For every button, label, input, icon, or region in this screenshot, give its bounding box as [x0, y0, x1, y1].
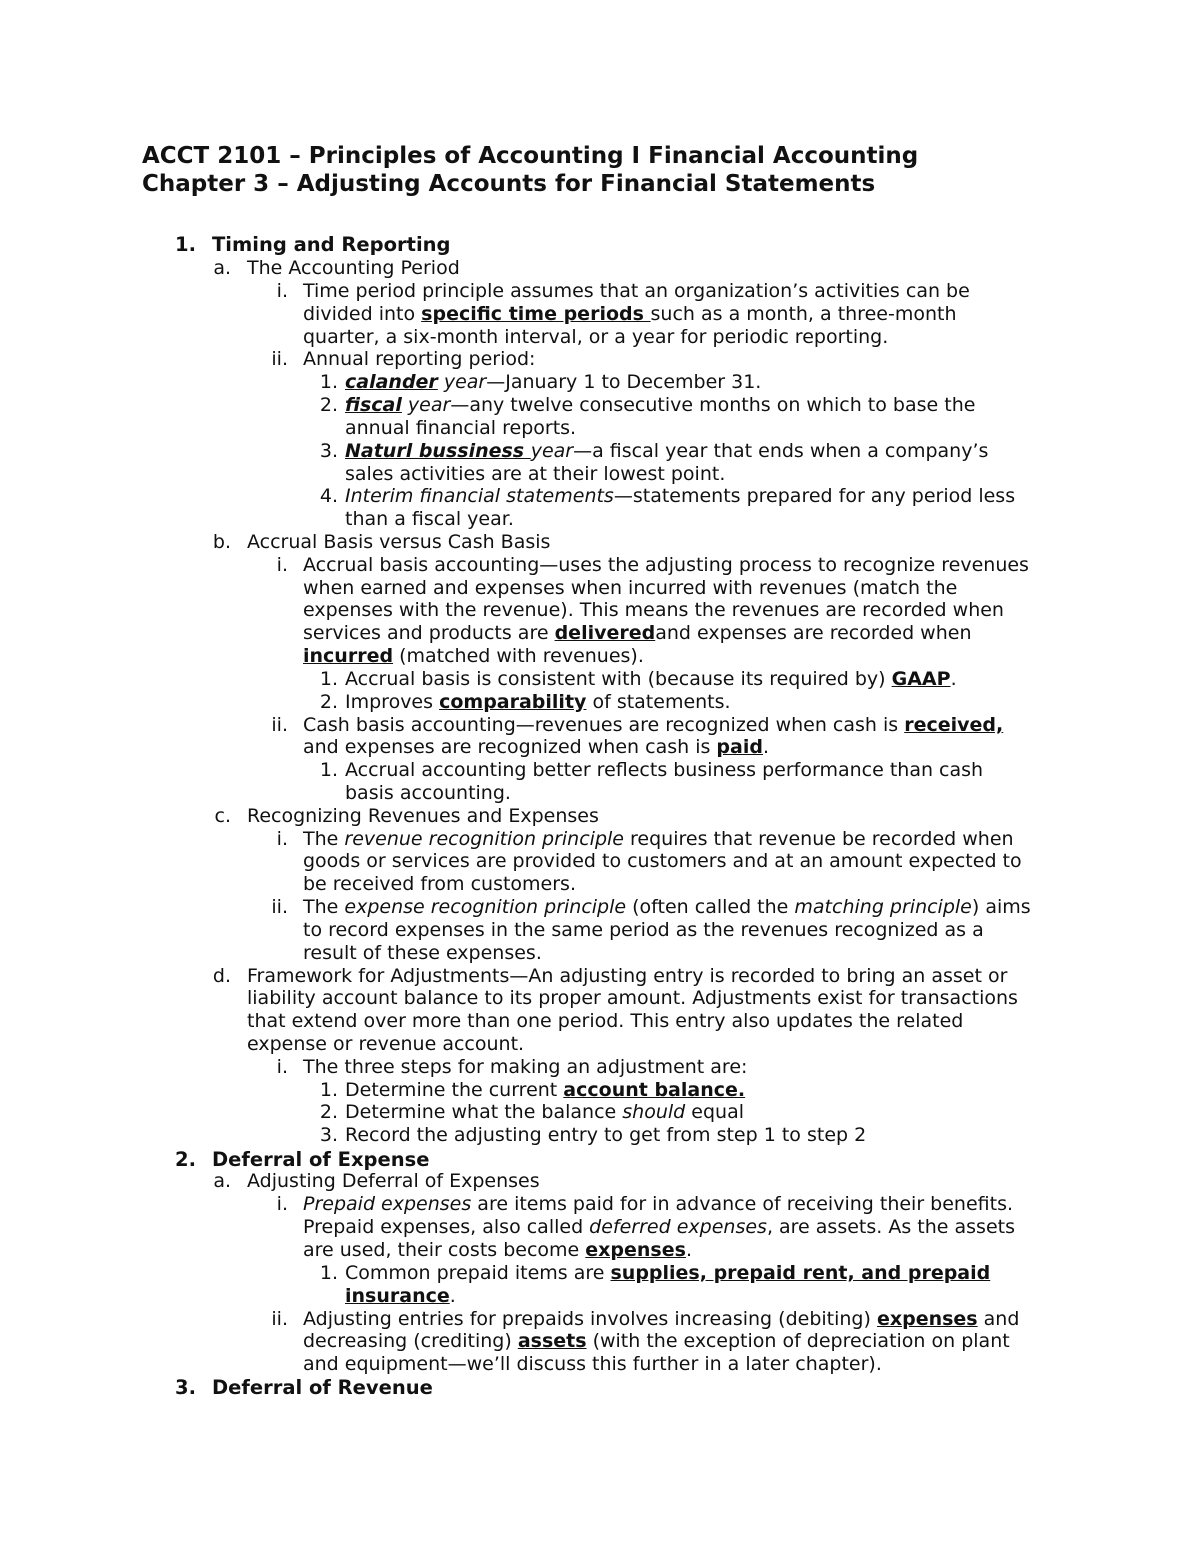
list-marker: i.: [276, 1193, 288, 1215]
list-marker: i.: [276, 554, 288, 576]
key-term: supplies, prepaid rent, and prepaid: [610, 1262, 991, 1284]
text-line: that extend over more than one period. This entry also updates the related: [247, 1010, 964, 1032]
key-term: insurance: [345, 1285, 450, 1307]
subheading-accounting-period: The Accounting Period: [247, 257, 460, 279]
text-line: divided into specific time periods such as a month, a three-month: [303, 303, 957, 325]
text-line: Cash basis accounting—revenues are recognized when cash is received,: [303, 714, 1004, 736]
list-marker: ii.: [271, 896, 288, 918]
text-line: The expense recognition principle (often called the matching principle) aims: [303, 896, 1031, 918]
list-marker: c.: [214, 805, 231, 827]
text-line: sales activities are at their lowest point.: [345, 463, 726, 485]
list-marker: ii.: [271, 1308, 288, 1330]
subheading-recognizing: Recognizing Revenues and Expenses: [247, 805, 599, 827]
text-line: expenses with the revenue). This means the revenues are recorded when: [303, 599, 1004, 621]
text-line: Annual reporting period:: [303, 348, 536, 370]
text-line: goods or services are provided to customers and at an amount expected to: [303, 850, 1022, 872]
list-marker: 3.: [319, 440, 338, 462]
key-term: Naturl bussiness: [345, 440, 531, 462]
section-heading-deferral-expense: Deferral of Expense: [212, 1148, 430, 1171]
list-marker: 1.: [319, 759, 338, 781]
list-marker: 2.: [319, 394, 338, 416]
list-marker: a.: [213, 257, 231, 279]
text-line: Accrual accounting better reflects business performance than cash: [345, 759, 984, 781]
key-term: paid: [716, 736, 763, 758]
text-line: Improves comparability of statements.: [345, 691, 731, 713]
section-heading-deferral-revenue: Deferral of Revenue: [212, 1376, 433, 1399]
key-term: delivered: [554, 622, 656, 644]
text-line: Naturl bussiness year—a fiscal year that ends when a company’s: [345, 440, 989, 462]
key-term: assets: [517, 1330, 587, 1352]
subheading-accrual-vs-cash: Accrual Basis versus Cash Basis: [247, 531, 551, 553]
list-marker: 1.: [319, 1262, 338, 1284]
list-marker: 2.: [175, 1148, 196, 1171]
text-line: Accrual basis accounting—uses the adjusting process to recognize revenues: [303, 554, 1029, 576]
text-line: Determine what the balance should equal: [345, 1101, 744, 1123]
text-line: basis accounting.: [345, 782, 511, 804]
list-marker: d.: [212, 965, 231, 987]
key-term: received,: [904, 714, 1004, 736]
text-line: than a fiscal year.: [345, 508, 514, 530]
text-line: when earned and expenses when incurred with revenues (match the: [303, 577, 958, 599]
text-line: Common prepaid items are supplies, prepaid rent, and prepaid: [345, 1262, 991, 1284]
text-line: quarter, a six-month interval, or a year for periodic reporting.: [303, 326, 889, 348]
key-term: GAAP: [891, 668, 951, 690]
text-line: Accrual basis is consistent with (because its required by) GAAP.: [345, 668, 957, 690]
list-marker: 2.: [319, 691, 338, 713]
text-line: Prepaid expenses are items paid for in advance of receiving their benefits.: [303, 1193, 1014, 1215]
list-marker: 4.: [319, 485, 338, 507]
text-line: Adjusting entries for prepaids involves increasing (debiting) expenses and: [303, 1308, 1020, 1330]
key-term: expenses: [876, 1308, 978, 1330]
text-line: and equipment—we’ll discuss this further in a later chapter).: [303, 1353, 882, 1375]
text-line: insurance.: [345, 1285, 456, 1307]
text-line: annual financial reports.: [345, 417, 577, 439]
text-line: The revenue recognition principle requires that revenue be recorded when: [303, 828, 1014, 850]
list-marker: 1.: [319, 668, 338, 690]
text-line: Interim financial statements—statements prepared for any period less: [345, 485, 1016, 507]
key-term: calander: [345, 371, 438, 393]
key-term: incurred: [303, 645, 394, 667]
list-marker: a.: [213, 1170, 231, 1192]
text-line: The three steps for making an adjustment are:: [303, 1056, 748, 1078]
key-term: expenses: [585, 1239, 686, 1261]
key-term: comparability: [439, 691, 587, 713]
list-marker: 3.: [175, 1376, 196, 1399]
text-line: Record the adjusting entry to get from step 1 to step 2: [345, 1124, 867, 1146]
text-line: to record expenses in the same period as the revenues recognized as a: [303, 919, 984, 941]
chapter-title: Chapter 3 – Adjusting Accounts for Financial Statements: [142, 171, 876, 197]
list-marker: ii.: [271, 348, 288, 370]
subheading-adjusting-deferral: Adjusting Deferral of Expenses: [247, 1170, 540, 1192]
text-line: incurred (matched with revenues).: [303, 645, 644, 667]
text-line: result of these expenses.: [303, 942, 542, 964]
list-marker: b.: [212, 531, 231, 553]
key-term: account balance.: [563, 1079, 746, 1101]
list-marker: 2.: [319, 1101, 338, 1123]
text-line: Prepaid expenses, also called deferred expenses, are assets. As the assets: [303, 1216, 1015, 1238]
list-marker: 1.: [175, 233, 196, 256]
text-line: and expenses are recognized when cash is paid.: [303, 736, 770, 758]
list-marker: 1.: [319, 371, 338, 393]
text-line: liability account balance to its proper amount. Adjustments exist for transactions: [247, 987, 1018, 1009]
text-line: Determine the current account balance.: [345, 1079, 746, 1101]
text-line: services and products are deliveredand expenses are recorded when: [303, 622, 972, 644]
list-marker: ii.: [271, 714, 288, 736]
text-line: fiscal year—any twelve consecutive months on which to base the: [345, 394, 976, 416]
list-marker: 1.: [319, 1079, 338, 1101]
list-marker: 3.: [319, 1124, 338, 1146]
key-term: fiscal: [345, 394, 402, 416]
text-line: are used, their costs become expenses.: [303, 1239, 692, 1261]
text-line: expense or revenue account.: [247, 1033, 525, 1055]
section-heading-timing: Timing and Reporting: [212, 233, 451, 256]
text-line: Framework for Adjustments—An adjusting entry is recorded to bring an asset or: [247, 965, 1008, 987]
list-marker: i.: [276, 828, 288, 850]
text-line: Time period principle assumes that an organization’s activities can be: [303, 280, 970, 302]
list-marker: i.: [276, 1056, 288, 1078]
text-line: calander year—January 1 to December 31.: [345, 371, 762, 393]
text-line: decreasing (crediting) assets (with the exception of depreciation on plant: [303, 1330, 1010, 1352]
text-line: be received from customers.: [303, 873, 576, 895]
key-term: specific time periods: [421, 303, 651, 325]
list-marker: i.: [276, 280, 288, 302]
document-title: ACCT 2101 – Principles of Accounting I Financial Accounting: [142, 143, 919, 169]
